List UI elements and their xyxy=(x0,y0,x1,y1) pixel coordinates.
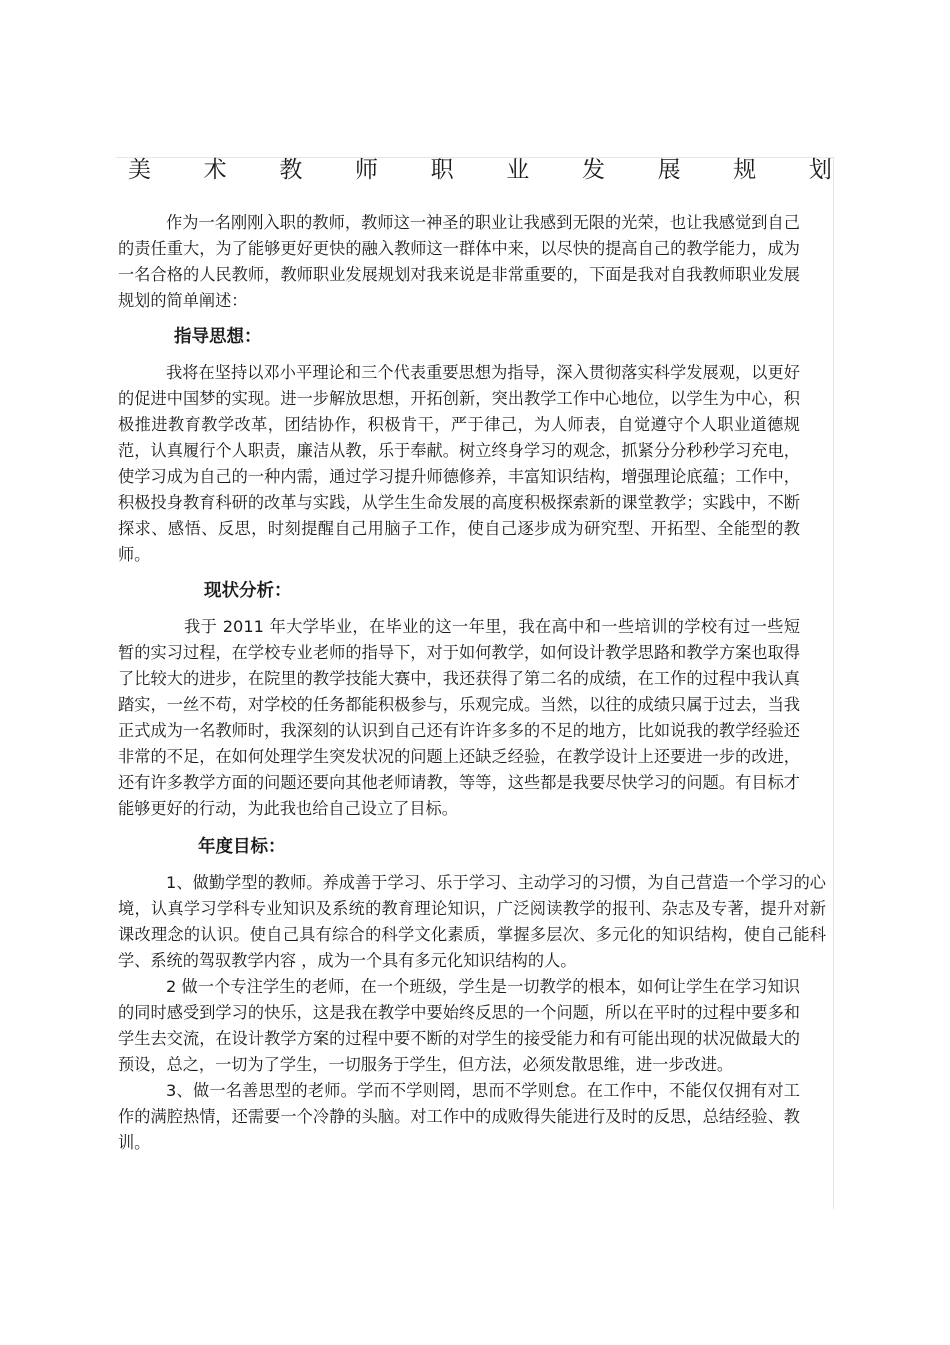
title-char: 职 xyxy=(430,157,454,183)
title-char: 发 xyxy=(581,157,605,183)
title-char: 教 xyxy=(279,157,303,183)
document-title xyxy=(128,155,832,185)
document-body xyxy=(118,210,826,1156)
guiding-heading: 指导思想： xyxy=(174,327,262,347)
status-paragraph: 我于 2011 年大学毕业，在毕业的这一年里，我在高中和一些培训的学校有过一些短暂的实习过程，在学校专业老师的指导下，对于如何教学，如何设计教学思路和教学方案也取得了比较大的进步，在院里的教学技能大赛中，我还获得了第二名的成绩，在工作的过程中我认真踏实，一丝不苟，对学校的任务都能积极参与，乐观完成。当然，以往的成绩只属于过去，当我正式成为一名教师时，我深刻的认识到自己还有许许多多的不足的地方，比如说我的教学经验还非常的不足，在如何处理学生突发状况的问题上还缺乏经验，在教学设计上还要进一步的改进，还有许多教学方面的问题还要向其他老师请教，等等，这些都是我要尽快学习的问题。有目标才能够更好的行动，为此我也给自己设立了目标。 xyxy=(118,617,800,818)
guiding-paragraph: 我将在坚持以邓小平理论和三个代表重要思想为指导，深入贯彻落实科学发展观，以更好的促进中国梦的实现。进一步解放思想，开拓创新，突出教学工作中心地位，以学生为中心，积极推进教育教学改革，团结协作，积极肯干，严于律己，为人师表，自觉遵守个人职业道德规范，认真履行个人职责，廉洁从教，乐于奉献。树立终身学习的观念，抓紧分分秒秒学习充电，使学习成为自己的一种内需，通过学习提升师德修养，丰富知识结构，增强理论底蕴；工作中，积极投身教育科研的改革与实践，从学生生命发展的高度积极探索新的课堂教学；实践中，不断探求、感悟、反思，时刻提醒自己用脑子工作，使自己逐步成为研究型、开拓型、全能型的教师。 xyxy=(118,363,800,564)
status-heading: 现状分析： xyxy=(204,581,292,601)
goal-item: 3、做一名善思型的老师。学而不学则罔，思而不学则怠。在工作中，不能仅仅拥有对工作的满腔热情，还需要一个冷静的头脑。对工作中的成败得失能进行及时的反思，总结经验、教训。 xyxy=(118,1081,800,1152)
goal-item: 1、做勤学型的教师。养成善于学习、乐于学习、主动学习的习惯，为自己营造一个学习的心境，认真学习学科专业知识及系统的教育理论知识，广泛阅读教学的报刊、杂志及专著，提升对新课改理念的认识。使自己具有综合的科学文化素质，掌握多层次、多元化的知识结构，使自己能科学、系统的驾驭教学内容 ，成为一个具有多元化知识结构的人。 xyxy=(118,873,826,970)
right-border-line xyxy=(833,157,834,1209)
intro-paragraph: 作为一名刚刚入职的教师，教师这一神圣的职业让我感到无限的光荣，也让我感觉到自己的责任重大，为了能够更好更快的融入教师这一群体中来，以尽快的提高自己的教学能力，成为一名合格的人民教师，教师职业发展规划对我来说是非常重要的，下面是我对自我教师职业发展规划的简单阐述： xyxy=(118,213,800,310)
title-char: 美 xyxy=(128,157,151,183)
goal-item: 2 做一个专注学生的老师，在一个班级，学生是一切教学的根本，如何让学生在学习知识的同时感受到学习的快乐，这是我在教学中要始终反思的一个问题，所以在平时的过程中要多和学生去交流，在设计教学方案的过程中要不断的对学生的接受能力和有可能出现的状况做最大的预设，总之，一切为了学生，一切服务于学生，但方法，必须发散思维，进一步改进。 xyxy=(118,977,800,1074)
title-char: 划 xyxy=(808,157,832,183)
title-char: 规 xyxy=(733,157,757,183)
title-char: 师 xyxy=(354,157,378,183)
title-char: 业 xyxy=(506,157,530,183)
goals-heading: 年度目标： xyxy=(198,837,286,857)
title-char: 展 xyxy=(657,157,681,183)
title-char: 术 xyxy=(203,157,227,183)
